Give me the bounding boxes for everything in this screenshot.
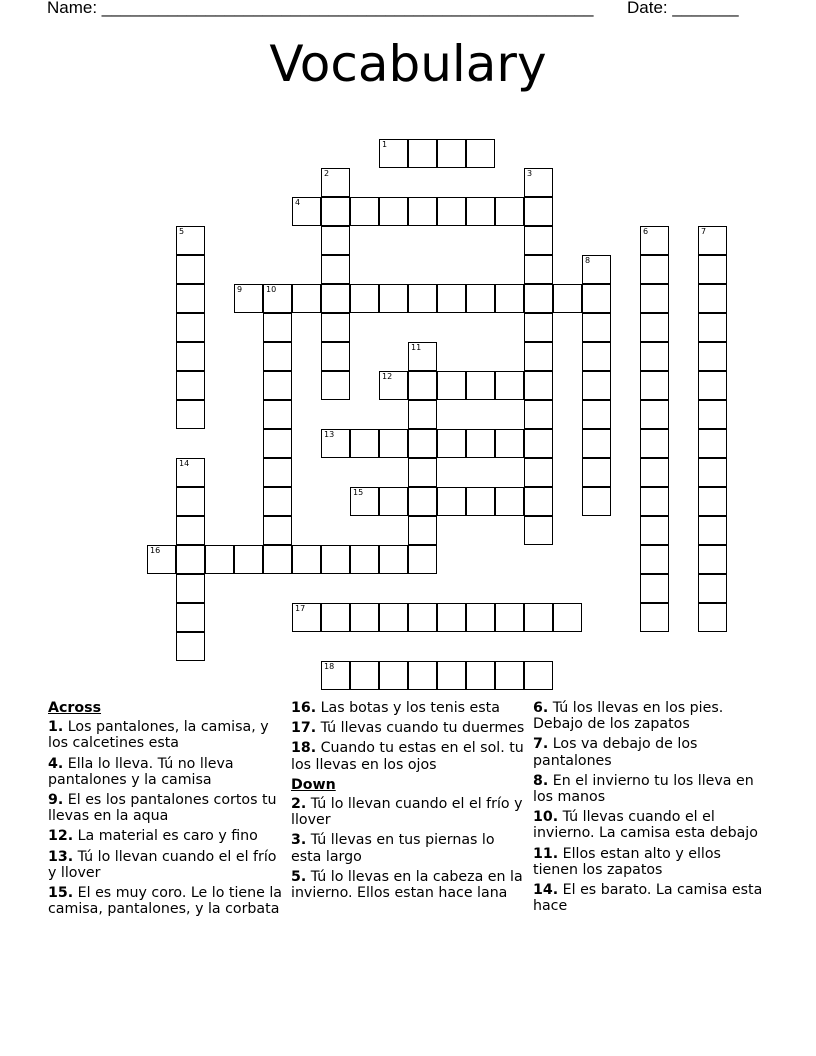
clue-text: El es barato. La camisa esta hace [533,882,763,915]
grid-cell[interactable] [495,603,524,632]
clue-number: 11 [411,343,422,352]
grid-cell[interactable] [640,284,669,313]
grid-cell[interactable] [698,545,727,574]
grid-cell[interactable] [640,313,669,342]
grid-cell[interactable] [263,313,292,342]
grid-cell[interactable] [147,545,176,574]
grid-cell[interactable] [379,661,408,690]
clue-item [291,796,527,828]
grid-cell[interactable] [408,458,437,487]
clues-column-3 [533,700,769,918]
grid-cell[interactable] [640,574,669,603]
clue-text: El es los pantalones cortos tu llevas en la aqua [48,792,277,825]
clue-number-label: 4. [48,755,64,772]
grid-cell[interactable] [698,574,727,603]
clue-number-label: 1. [48,719,64,736]
grid-cell[interactable] [408,603,437,632]
grid-cell[interactable] [292,545,321,574]
clue-item [533,846,769,878]
grid-cell[interactable] [263,284,292,313]
clue-item [291,869,527,901]
clue-number-label: 16. [291,700,317,716]
grid-cell[interactable] [263,458,292,487]
grid-cell[interactable] [176,400,205,429]
clue-number: 18 [324,662,335,671]
grid-cell[interactable] [466,603,495,632]
clue-item [533,736,769,768]
grid-cell[interactable] [582,284,611,313]
grid-cell[interactable] [495,661,524,690]
clue-text: El es muy coro. Le lo tiene la camisa, pantalones, y la corbata [48,885,282,918]
grid-cell[interactable] [263,400,292,429]
grid-cell[interactable] [524,255,553,284]
grid-cell[interactable] [408,545,437,574]
clue-item [48,849,284,881]
clue-text: Los va debajo de los pantalones [533,736,698,769]
grid-cell[interactable] [495,197,524,226]
grid-cell[interactable] [640,458,669,487]
grid-cell[interactable] [698,255,727,284]
grid-cell[interactable] [640,226,669,255]
down-heading: Down [291,776,336,793]
clues-column-2 [291,700,527,905]
clues-column-1 [48,700,284,921]
clue-text: Tú lo llevan cuando el el frío y llover [48,848,277,881]
clue-text: En el invierno tu los lleva en los manos [533,772,754,806]
clue-number-label: 6. [533,700,549,716]
grid-cell[interactable] [640,342,669,371]
grid-cell[interactable] [698,429,727,458]
grid-cell[interactable] [437,139,466,168]
grid-cell[interactable] [437,487,466,516]
clue-number-label: 2. [291,796,307,813]
grid-cell[interactable] [321,545,350,574]
clue-item [291,832,527,864]
grid-cell[interactable] [321,371,350,400]
grid-cell[interactable] [176,574,205,603]
grid-cell[interactable] [524,603,553,632]
grid-cell[interactable] [408,400,437,429]
clue-number-label: 3. [291,832,307,849]
grid-cell[interactable] [495,284,524,313]
grid-cell[interactable] [292,603,321,632]
grid-cell[interactable] [321,197,350,226]
down-clue-list-continued [533,700,769,914]
clue-item [291,740,527,772]
grid-cell[interactable] [263,342,292,371]
clue-item [291,700,527,716]
clue-item [533,882,769,914]
grid-cell[interactable] [524,284,553,313]
grid-cell[interactable] [640,429,669,458]
grid-cell[interactable] [379,284,408,313]
grid-cell[interactable] [263,516,292,545]
clue-number: 10 [266,285,277,294]
grid-cell[interactable] [582,255,611,284]
grid-cell[interactable] [495,429,524,458]
clue-number: 1 [382,140,388,149]
grid-cell[interactable] [408,661,437,690]
grid-cell[interactable] [437,371,466,400]
across-heading: Across [48,700,102,716]
clue-number-label: 17. [291,720,317,737]
grid-cell[interactable] [176,458,205,487]
grid-cell[interactable] [437,603,466,632]
grid-cell[interactable] [176,516,205,545]
grid-cell[interactable] [437,284,466,313]
grid-cell[interactable] [408,516,437,545]
grid-cell[interactable] [640,255,669,284]
clue-text: Tú llevas cuando el el invierno. La camisa esta debajo [533,809,758,842]
grid-cell[interactable] [437,197,466,226]
grid-cell[interactable] [640,545,669,574]
grid-cell[interactable] [582,313,611,342]
grid-cell[interactable] [263,429,292,458]
clue-number: 7 [701,227,707,236]
clue-item [533,773,769,805]
grid-cell[interactable] [466,429,495,458]
clue-number: 16 [150,546,161,555]
grid-cell[interactable] [350,487,379,516]
grid-cell[interactable] [524,458,553,487]
grid-cell[interactable] [698,400,727,429]
grid-cell[interactable] [582,429,611,458]
grid-cell[interactable] [234,284,263,313]
grid-cell[interactable] [350,284,379,313]
clue-number: 12 [382,372,393,381]
grid-cell[interactable] [205,545,234,574]
clue-number-label: 10. [533,809,559,826]
grid-cell[interactable] [176,545,205,574]
clue-number: 15 [353,488,364,497]
grid-cell[interactable] [466,661,495,690]
grid-cell[interactable] [553,284,582,313]
page-title: Vocabulary [269,35,547,93]
grid-cell[interactable] [350,603,379,632]
grid-cell[interactable] [698,603,727,632]
grid-cell[interactable] [553,603,582,632]
grid-cell[interactable] [408,197,437,226]
grid-cell[interactable] [408,371,437,400]
grid-cell[interactable] [379,487,408,516]
clue-number-label: 11. [533,845,559,862]
grid-cell[interactable] [524,429,553,458]
grid-cell[interactable] [640,516,669,545]
grid-cell[interactable] [524,371,553,400]
clue-number-label: 14. [533,882,559,899]
grid-cell[interactable] [408,342,437,371]
grid-cell[interactable] [263,487,292,516]
grid-cell[interactable] [176,371,205,400]
clue-number-label: 9. [48,792,64,809]
clue-number-label: 5. [291,868,307,885]
grid-cell[interactable] [466,371,495,400]
grid-cell[interactable] [698,371,727,400]
grid-cell[interactable] [321,342,350,371]
clue-text: Tú los llevas en los pies. Debajo de los zapatos [533,700,724,733]
across-clue-list [48,719,284,917]
grid-cell[interactable] [321,168,350,197]
clue-number: 2 [324,169,330,178]
grid-cell[interactable] [698,226,727,255]
grid-cell[interactable] [524,400,553,429]
grid-cell[interactable] [495,487,524,516]
grid-cell[interactable] [176,226,205,255]
clue-number: 13 [324,430,335,439]
grid-cell[interactable] [524,313,553,342]
grid-cell[interactable] [640,400,669,429]
down-clue-list [291,796,527,901]
grid-cell[interactable] [350,429,379,458]
grid-cell[interactable] [698,516,727,545]
grid-cell[interactable] [379,429,408,458]
grid-cell[interactable] [379,197,408,226]
grid-cell[interactable] [698,284,727,313]
grid-cell[interactable] [263,545,292,574]
grid-cell[interactable] [582,487,611,516]
grid-cell[interactable] [350,197,379,226]
clue-item [48,756,284,788]
clue-text: Tú lo llevan cuando el el frío y llover [291,796,523,829]
clue-number: 17 [295,604,306,613]
grid-cell[interactable] [640,487,669,516]
grid-cell[interactable] [176,603,205,632]
name-field-label[interactable]: Name: ____________________________________________________ [47,0,594,17]
grid-cell[interactable] [321,284,350,313]
clue-number: 9 [237,285,243,294]
clue-text: Tú lo llevas en la cabeza en la invierno. Ellos estan hace lana [291,868,523,902]
grid-cell[interactable] [582,371,611,400]
across-clue-list-continued [291,700,527,773]
grid-cell[interactable] [466,284,495,313]
clue-item [48,792,284,824]
clue-text: Tú llevas en tus piernas lo esta largo [291,832,495,865]
clue-text: Cuando tu estas en el sol. tu los llevas en los ojos [291,740,524,773]
clue-number: 8 [585,256,591,265]
grid-cell[interactable] [321,226,350,255]
grid-cell[interactable] [437,429,466,458]
grid-cell[interactable] [379,545,408,574]
grid-cell[interactable] [466,487,495,516]
grid-cell[interactable] [582,458,611,487]
grid-cell[interactable] [408,429,437,458]
grid-cell[interactable] [379,371,408,400]
clue-item [533,700,769,732]
grid-cell[interactable] [408,284,437,313]
grid-cell[interactable] [495,371,524,400]
clue-item [48,828,284,844]
grid-cell[interactable] [176,632,205,661]
clue-number-label: 12. [48,828,74,845]
grid-cell[interactable] [350,661,379,690]
grid-cell[interactable] [698,458,727,487]
grid-cell[interactable] [379,603,408,632]
grid-cell[interactable] [524,168,553,197]
clue-text: La material es caro y fino [73,828,258,845]
grid-cell[interactable] [350,545,379,574]
grid-cell[interactable] [698,342,727,371]
clue-text: Los pantalones, la camisa, y los calcetines esta [48,719,269,752]
grid-cell[interactable] [321,661,350,690]
grid-cell[interactable] [524,226,553,255]
clue-number: 14 [179,459,190,468]
clue-text: Ellos estan alto y ellos tienen los zapatos [533,845,721,878]
grid-cell[interactable] [176,313,205,342]
clue-number-label: 7. [533,736,549,753]
grid-cell[interactable] [321,313,350,342]
clue-number-label: 15. [48,885,74,902]
grid-cell[interactable] [176,342,205,371]
grid-cell[interactable] [292,197,321,226]
grid-cell[interactable] [524,661,553,690]
grid-cell[interactable] [698,313,727,342]
grid-cell[interactable] [176,255,205,284]
clue-item [533,809,769,841]
grid-cell[interactable] [640,371,669,400]
grid-cell[interactable] [379,139,408,168]
grid-cell[interactable] [582,342,611,371]
clue-number: 3 [527,169,533,178]
grid-cell[interactable] [321,429,350,458]
clue-text: Las botas y los tenis esta [316,700,500,716]
clue-number-label: 13. [48,848,74,865]
grid-cell[interactable] [582,400,611,429]
grid-cell[interactable] [524,516,553,545]
clue-number: 5 [179,227,185,236]
grid-cell[interactable] [698,487,727,516]
clue-item [291,720,527,736]
grid-cell[interactable] [263,371,292,400]
clue-item [48,719,284,751]
grid-cell[interactable] [234,545,263,574]
clue-number-label: 8. [533,772,549,789]
clue-text: Tú llevas cuando tu duermes [316,720,525,737]
grid-cell[interactable] [176,284,205,313]
grid-cell[interactable] [524,487,553,516]
grid-cell[interactable] [321,255,350,284]
grid-cell[interactable] [292,284,321,313]
clue-number: 6 [643,227,649,236]
clue-number-label: 18. [291,740,317,757]
grid-cell[interactable] [176,487,205,516]
grid-cell[interactable] [466,197,495,226]
grid-cell[interactable] [524,342,553,371]
grid-cell[interactable] [408,487,437,516]
grid-cell[interactable] [466,139,495,168]
grid-cell[interactable] [321,603,350,632]
date-field-label[interactable]: Date: _______ [627,0,739,17]
grid-cell[interactable] [408,139,437,168]
grid-cell[interactable] [437,661,466,690]
clue-number: 4 [295,198,301,207]
clue-text: Ella lo lleva. Tú no lleva pantalones y la camisa [48,755,234,788]
clue-item [48,885,284,917]
grid-cell[interactable] [524,197,553,226]
grid-cell[interactable] [640,603,669,632]
